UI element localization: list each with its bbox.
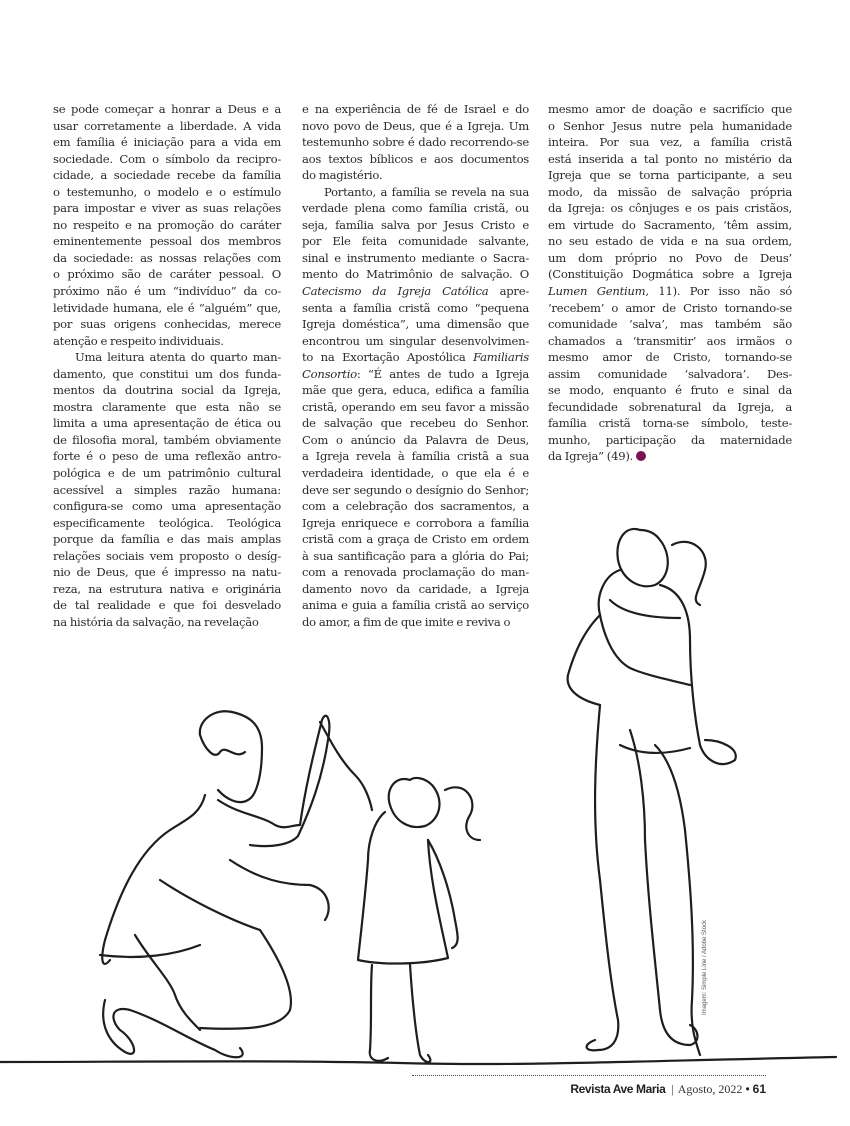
text-line: testemunho sobre é dado recorrendo-se [302, 135, 529, 150]
text-line: cidade, a sociedade recebe da família [53, 168, 281, 183]
text-line: de salvação que recebeu do Senhor. [302, 416, 529, 431]
text-line: limita a uma apresentação de ética ou [53, 416, 281, 431]
text-line: sociedade. Com o símbolo da recipro- [53, 151, 281, 166]
text-line: fecundidade sobrenatural da Igreja, a [548, 399, 792, 414]
image-credit: Imagem: Simple Line / Adobe Stock [702, 919, 708, 1015]
paragraph [53, 101, 281, 349]
text-line: Portanto, a família se revela na sua [324, 184, 529, 199]
text-line: da sociedade: as nossas relações com [53, 250, 281, 265]
text-line: anima e guia a família cristã ao serviço [302, 598, 529, 613]
page-number: 61 [752, 1082, 766, 1096]
text-line: Uma leitura atenta do quarto man- [75, 350, 281, 365]
text-line: porque da família e das mais amplas [53, 532, 281, 547]
text-line: deve ser segundo o desígnio do Senhor; [302, 482, 529, 497]
paragraph [302, 101, 529, 184]
text-line: se pode começar a honrar a Deus e a [53, 102, 281, 116]
footer-separator: | [671, 1082, 674, 1096]
text-column-2 [302, 101, 529, 631]
text-line: letividade humana, ele é “alguém” que, [53, 300, 281, 315]
ground-line [0, 1057, 836, 1064]
text-line: Lumen Gentium, 11). Por isso não só [548, 284, 792, 299]
text-line: mentos da doutrina social da Igreja, [53, 383, 281, 398]
man-carrying-child-figure [568, 529, 736, 1055]
text-line: por Ele feita comunidade salvante, [302, 234, 529, 249]
text-line: configura-se como uma apresentação [53, 499, 281, 514]
text-line: senta a família cristã como “pequena [302, 300, 529, 315]
text-line: para impostar e viver as suas relações [53, 201, 281, 216]
text-line: um dom próprio no Povo de Deus’ [548, 250, 792, 265]
text-line: o Senhor Jesus nutre pela humanidade [548, 118, 792, 133]
text-line: pológica e de um patrimônio cultural [53, 466, 281, 481]
text-line: o testemunho, o modelo e o estímulo [53, 184, 281, 199]
paragraph [53, 349, 281, 630]
text-line: damento novo da caridade, a Igreja [302, 581, 529, 596]
text-line: família cristã torna-se símbolo, teste- [548, 416, 792, 431]
magazine-name: Revista Ave Maria [570, 1082, 666, 1096]
text-line: mesmo amor de doação e sacrifício que [548, 102, 792, 116]
text-line: mesmo amor de Cristo, tornando-se [548, 350, 792, 365]
text-column-1 [53, 101, 281, 631]
text-line: modo, da missão de salvação própria [548, 184, 792, 199]
text-line: eminentemente pessoal dos membros [53, 234, 281, 249]
text-line: em virtude do Sacramento, ‘têm assim, [548, 217, 792, 232]
text-line: mento do Matrimônio de salvação. O [302, 267, 529, 282]
text-line: Consortio: “É antes de tudo a Igreja [302, 366, 529, 381]
text-line: assim comunidade ‘salvadora’. Des- [548, 366, 792, 381]
issue-date: Agosto, 2022 [677, 1082, 743, 1096]
text-line: inteira. Por sua vez, a família cristã [548, 135, 792, 150]
footer-bullet: • [745, 1082, 750, 1096]
text-line: chamados a ‘transmitir’ aos irmãos o [548, 333, 792, 348]
girl-figure [320, 722, 480, 1062]
text-line: no seu estado de vida e na sua ordem, [548, 234, 792, 249]
text-line: comunidade ‘salva’, mas também são [548, 317, 792, 332]
text-line: com a renovada proclamação do man- [302, 565, 529, 580]
text-line: reza, na estrutura nativa e originária [53, 581, 281, 596]
text-line: por suas origens conhecidas, merece [53, 317, 281, 332]
text-line: próximo não é um “indivíduo” da co- [53, 284, 281, 299]
text-line: forte é o peso de uma reflexão antro- [53, 449, 281, 464]
text-line: especificamente teológica. Teológica [53, 515, 281, 530]
text-line: à sua santificação para a glória do Pai; [302, 548, 529, 563]
text-line: no respeito e na promoção do caráter [53, 217, 281, 232]
text-line: do amor, a fim de que imite e reviva o [302, 614, 511, 629]
text-line: e na experiência de fé de Israel e do [302, 102, 529, 116]
text-line: to na Exortação Apostólica Familiaris [302, 350, 529, 365]
text-line: atenção e respeito individuais. [53, 333, 224, 348]
text-line: acessível a simples razão humana: [53, 482, 281, 497]
text-line: cristã com a graça de Cristo em ordem [302, 532, 529, 547]
paragraph [548, 101, 792, 465]
text-line: usar corretamente a liberdade. A vida [53, 118, 281, 133]
text-line: encontrou um singular desenvolvimen- [302, 333, 529, 348]
text-line: sinal e instrumento mediante o Sacra- [302, 250, 529, 265]
text-line: aos textos bíblicos e aos documentos [302, 151, 529, 166]
text-line: damento, que constitui um dos funda- [53, 366, 281, 381]
text-line: Catecismo da Igreja Católica apre- [302, 284, 529, 299]
text-line: com a celebração dos sacramentos, a [302, 499, 529, 514]
text-line: Com o anúncio da Palavra de Deus, [302, 432, 529, 447]
text-line: do magistério. [302, 168, 383, 183]
text-line: de tal realidade e que foi desvelado [53, 598, 281, 613]
text-line: ‘recebem’ o amor de Cristo tornando-se [548, 300, 792, 315]
footer-divider [412, 1075, 766, 1076]
text-line: da Igreja” (49). [548, 448, 792, 465]
paragraph [302, 184, 529, 631]
text-line: Igreja enriquece e corrobora a família [302, 515, 529, 530]
text-line: seja, família salva por Jesus Cristo e [302, 217, 529, 232]
text-line: está inserida a tal ponto no mistério da [548, 151, 792, 166]
text-line: o próximo são de caráter pessoal. O [53, 267, 281, 282]
text-line: em família é iniciação para a vida em [53, 135, 281, 150]
text-line: de filosofia moral, também obviamente [53, 432, 281, 447]
page-footer [570, 1082, 766, 1097]
text-line: novo povo de Deus, que é a Igreja. Um [302, 118, 529, 133]
text-line: verdadeira identidade, o que ela é e [302, 466, 529, 481]
text-line: Igreja doméstica”, uma dimensão que [302, 317, 529, 332]
text-line: da Igreja: os cônjuges e os pais cristãos, [548, 201, 792, 216]
text-line: relações sociais vem proposto o desíg- [53, 548, 281, 563]
text-line: se modo, enquanto é fruto e sinal da [548, 383, 792, 398]
text-line: mostra claramente que esta não se [53, 399, 281, 414]
text-line: Igreja que se torna participante, a seu [548, 168, 792, 183]
text-line: na história da salvação, na revelação [53, 614, 259, 629]
text-line: cristã, operando em seu favor a missão [302, 399, 529, 414]
text-line: nio de Deus, que é impresso na natu- [53, 565, 281, 580]
text-line: mãe que gera, educa, edifica a família [302, 383, 529, 398]
text-line: (Constituição Dogmática sobre a Igreja [548, 267, 792, 282]
text-line: verdade plena como família cristã, ou [302, 201, 529, 216]
text-column-3 [548, 101, 792, 465]
end-of-article-bullet-icon [636, 451, 646, 461]
father-figure [100, 711, 329, 1057]
text-line: a Igreja revela à família cristã a sua [302, 449, 529, 464]
text-line: munho, participação da maternidade [548, 432, 792, 447]
